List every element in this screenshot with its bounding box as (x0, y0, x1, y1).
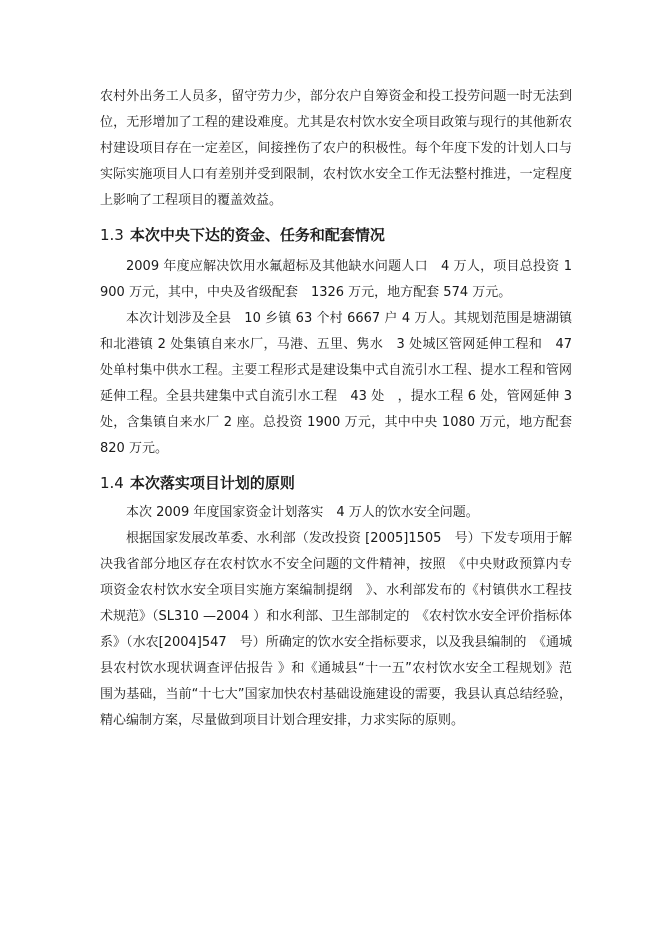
paragraph-intro: 农村外出务工人员多，留守劳力少，部分农户自筹资金和投工投劳问题一时无法到位，无形增加了工程的建设难度。尤其是农村饮水安全项目政策与现行的其他新农村建设项目存在一定差区，间接挫伤了农户的积极性。每个年度下发的计划人口与实际实施项目人口有差别并受到限制，农村饮水安全工作无法整村推进，一定程度上影响了工程项目的覆盖效益。 (100, 89, 572, 208)
document-page (100, 84, 572, 734)
paragraph-plan-target: 本次 2009 年度国家资金计划落实 4 万人的饮水安全问题。 (126, 505, 479, 520)
section-number: 1.3 (100, 226, 124, 244)
section-number: 1.4 (100, 474, 124, 492)
paragraph-funding-summary: 2009 年度应解决饮用水氟超标及其他缺水问题人口 4 万人，项目总投资 1900 万元，其中，中央及省级配套 1326 万元，地方配套 574 万元。 (100, 259, 572, 300)
section-title: 本次落实项目计划的原则 (129, 474, 295, 492)
section-title: 本次中央下达的资金、任务和配套情况 (129, 226, 385, 244)
section-heading-1-3 (100, 222, 572, 248)
paragraph-project-scope: 本次计划涉及全县 10 乡镇 63 个村 6667 户 4 万人。其规划范围是塘湖镇和北港镇 2 处集镇自来水厂，马港、五里、隽水 3 处城区管网延伸工程和 47 处单村集中供水工程。主要工程形式是建设集中式自流引水工程、提水工程和管网延伸工程。全县共建集中式自流引水工程 43 处 ，提水工程 6 处，管网延伸 3 处，含集镇自来水厂 2 座。总投资 1900 万元，其中中央 1080 万元，地方配套 820 万元。 (100, 311, 572, 456)
section-heading-1-4 (100, 470, 572, 496)
paragraph-plan-principles: 根据国家发展改革委、水利部（发改投资 [2005]1505 号）下发专项用于解决我省部分地区存在农村饮水不安全问题的文件精神，按照 《中央财政预算内专项资金农村饮水安全项目实施方案编制提纲 》、水利部发布的《村镇供水工程技术规范》（SL310 —2004 ）和水利部、卫生部制定的 《农村饮水安全评价指标体系》（水农[2004]547 号）所确定的饮水安全指标要求，以及我县编制的 《通城县农村饮水现状调查评估报告 》和《通城县“十一五”农村饮水安全工程规划》范围为基础，当前“十七大”国家加快农村基础设施建设的需要，我县认真总结经验，精心编制方案，尽量做到项目计划合理安排，力求实际的原则。 (100, 531, 572, 728)
